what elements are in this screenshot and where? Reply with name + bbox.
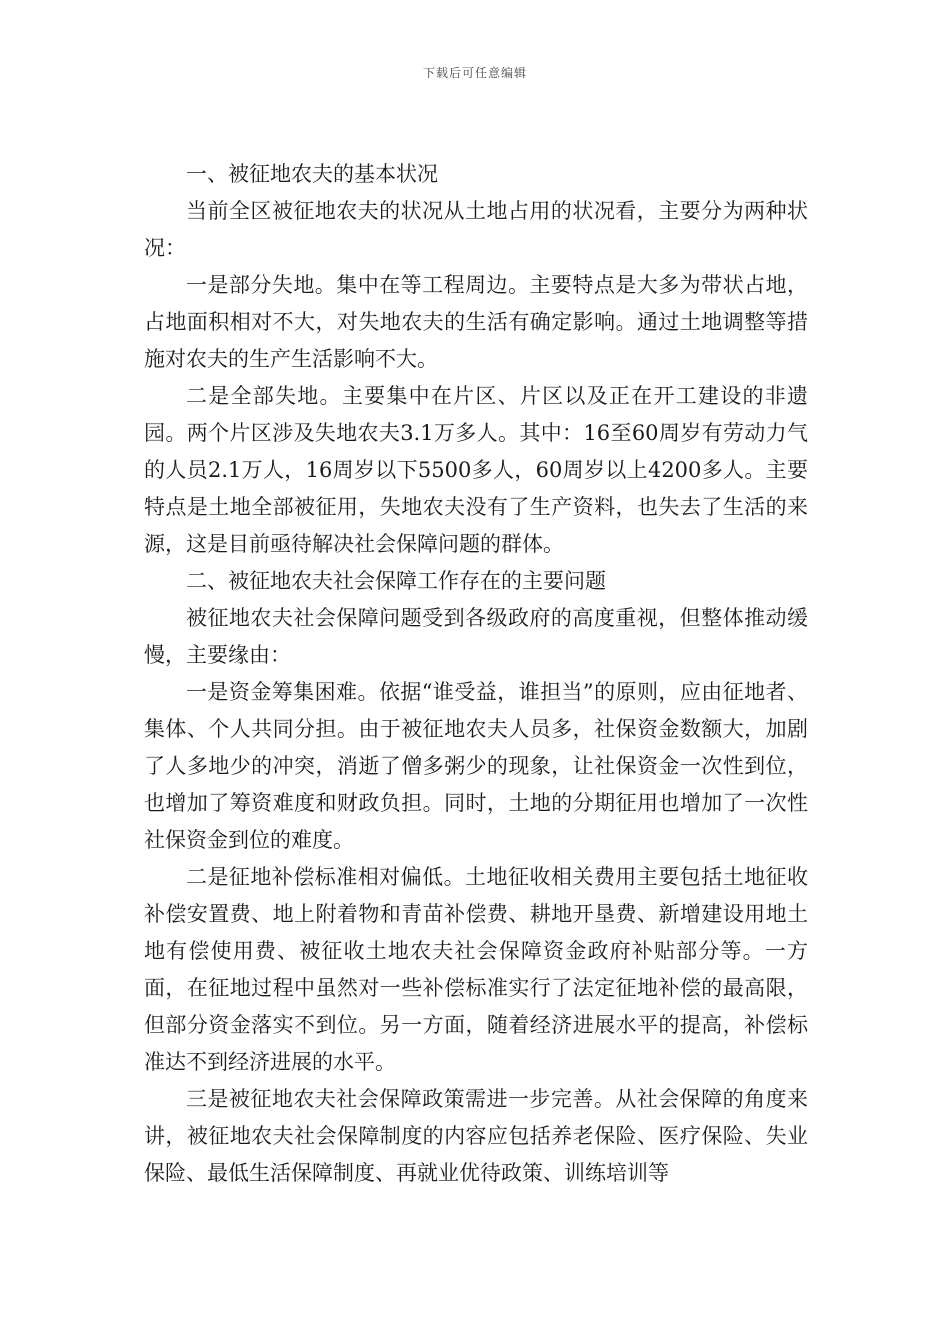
page-header-note: 下载后可任意编辑: [422, 66, 527, 80]
paragraph-funding-difficulty: 一是资金筹集困难。依据“谁受益，谁担当”的原则，应由征地者、集体、个人共同分担。由于被征地农夫人员多，社保资金数额大，加剧了人多地少的冲突，消逝了僧多粥少的现象，让社保资金一次性到位，也增加了筹资难度和财政负担。同时，土地的分期征用也增加了一次性社保资金到位的难度。: [144, 680, 808, 852]
section-heading-2: 二、被征地农夫社会保障工作存在的主要问题: [186, 569, 606, 593]
paragraph-overview: 当前全区被征地农夫的状况从土地占用的状况看，主要分为两种状况：: [144, 199, 808, 260]
paragraph-problems-intro: 被征地农夫社会保障问题受到各级政府的高度重视，但整体推动缓慢，主要缘由：: [144, 606, 808, 667]
document-body: [144, 156, 808, 1192]
paragraph-total-loss: 二是全部失地。主要集中在片区、片区以及正在开工建设的非遗园。两个片区涉及失地农夫3.1万多人。其中：16至60周岁有劳动力气的人员2.1万人，16周岁以下5500多人，60周岁以上4200多人。主要特点是土地全部被征用，失地农夫没有了生产资料，也失去了生活的来源，这是目前亟待解决社会保障问题的群体。: [144, 384, 808, 556]
paragraph-policy-improvement: 三是被征地农夫社会保障政策需进一步完善。从社会保障的角度来讲，被征地农夫社会保障制度的内容应包括养老保险、医疗保险、失业保险、最低生活保障制度、再就业优待政策、训练培训等: [144, 1087, 808, 1185]
paragraph-partial-loss: 一是部分失地。集中在等工程周边。主要特点是大多为带状占地，占地面积相对不大，对失地农夫的生活有确定影响。通过土地调整等措施对农夫的生产生活影响不大。: [144, 273, 808, 371]
section-heading-1: 一、被征地农夫的基本状况: [186, 162, 438, 186]
paragraph-compensation-standard: 二是征地补偿标准相对偏低。土地征收相关费用主要包括土地征收补偿安置费、地上附着物和青苗补偿费、耕地开垦费、新增建设用地土地有偿使用费、被征收土地农夫社会保障资金政府补贴部分等。一方面，在征地过程中虽然对一些补偿标准实行了法定征地补偿的最高限，但部分资金落实不到位。另一方面，随着经济进展水平的提高，补偿标准达不到经济进展的水平。: [144, 865, 808, 1074]
